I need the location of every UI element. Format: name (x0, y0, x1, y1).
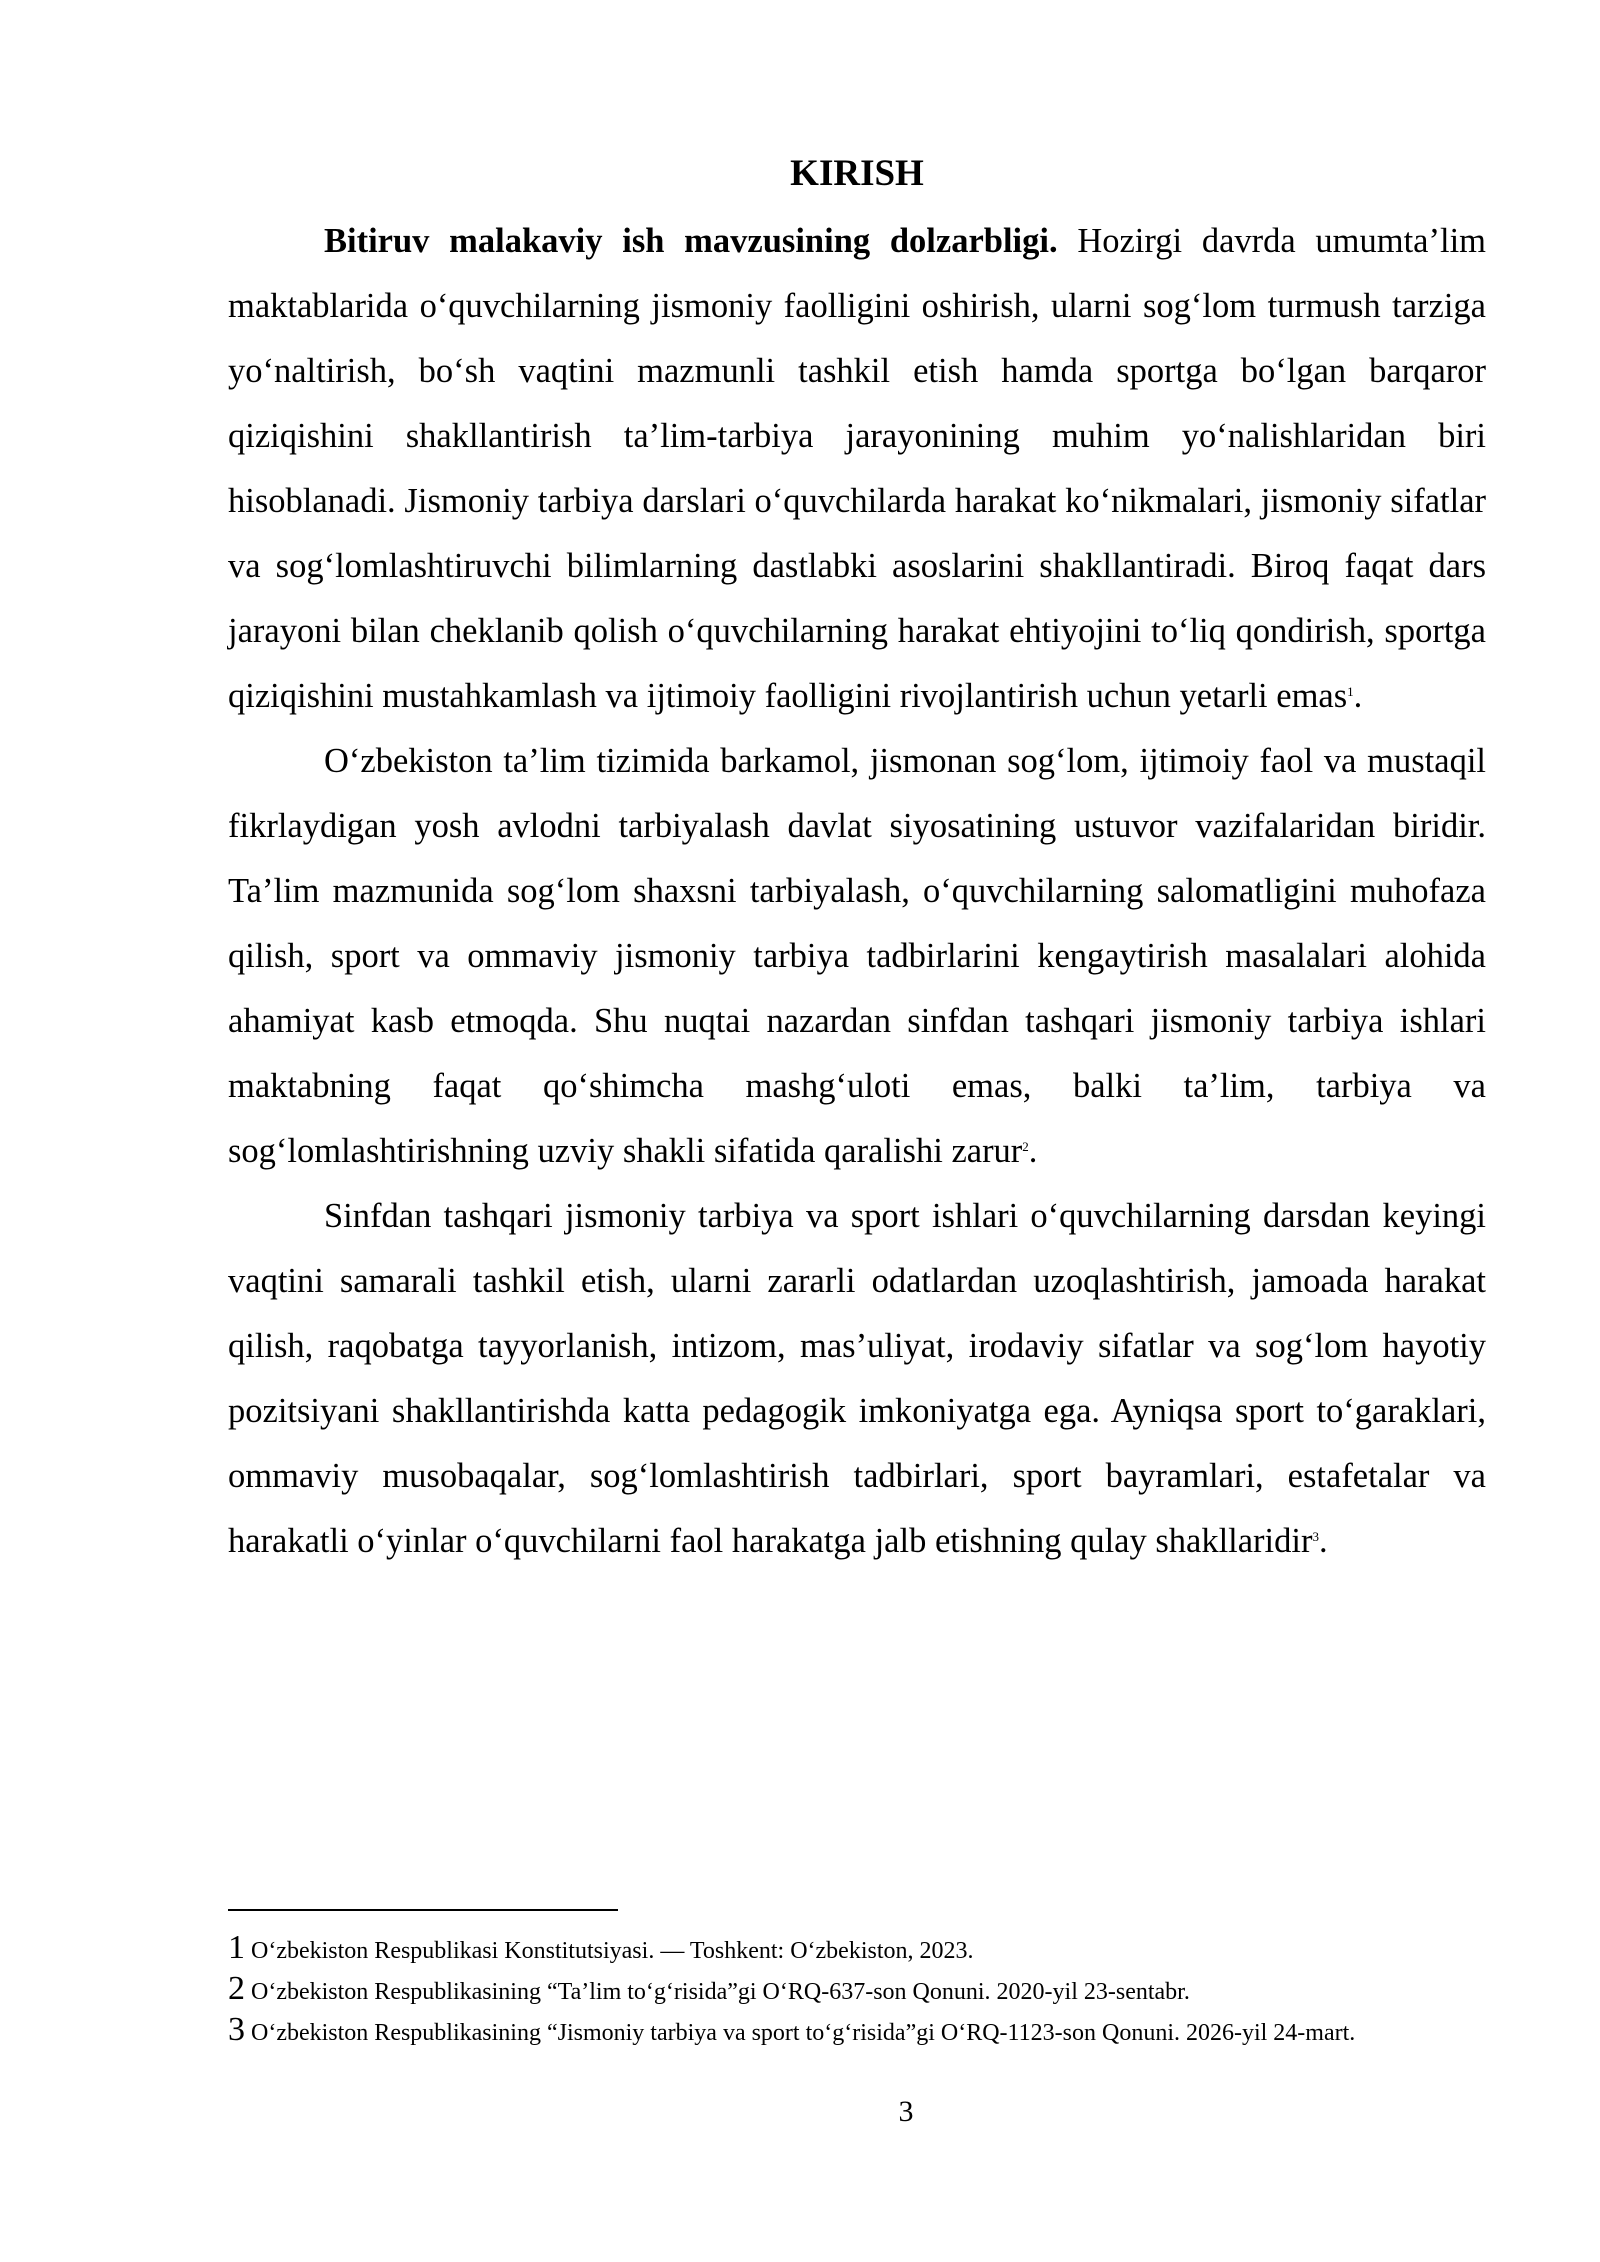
paragraph-text: Sinfdan tashqari jismoniy tarbiya va sport ishlari o‘quvchilarning darsdan keyingi vaqtini samarali tashkil etish, ularni zararli odatlardan uzoqlashtirish, jamoada harakat qilish, raqobatga tayyorlanish, intizom, mas’uliyat, irodaviy sifatlar va sog‘lom hayotiy pozitsiyani shakllantirishda katta pedagogik imkoniyatga ega. Ayniqsa sport to‘garaklari, ommaviy musobaqalar, sog‘lomlashtirish tadbirlari, sport bayramlari, estafetalar va harakatli o‘yinlar o‘quvchilarni faol harakatga jalb etishning qulay shakllaridir (228, 1197, 1486, 1560)
footnotes (228, 1929, 1448, 2055)
footnote-reference[interactable]: 2 (1022, 1139, 1029, 1154)
footnote-item (228, 2011, 1448, 2049)
footnote-divider (228, 1909, 618, 1911)
paragraph-relevance (228, 209, 1486, 729)
footnote-text: O‘zbekiston Respublikasi Konstitutsiyasi. — Toshkent: O‘zbekiston, 2023. (245, 1938, 974, 1964)
paragraph-lead: Bitiruv malakaviy ish mavzusining dolzarbligi. (324, 222, 1058, 260)
paragraph-end: . (1028, 1132, 1038, 1170)
footnote-reference[interactable]: 3 (1312, 1529, 1319, 1544)
footnote-text: O‘zbekiston Respublikasining “Jismoniy tarbiya va sport to‘g‘risida”gi O‘RQ-1123-son Qonuni. 2026-yil 24-mart. (245, 2020, 1356, 2046)
footnote-reference[interactable]: 1 (1347, 684, 1354, 699)
page-number: 3 (898, 2095, 914, 2128)
body-text (228, 209, 1486, 1574)
paragraph-education-policy (228, 729, 1486, 1184)
paragraph-text: Hozirgi davrda umumta’lim maktablarida o‘quvchilarning jismoniy faolligini oshirish, ularni sog‘lom turmush tarziga yo‘naltirish, bo‘sh vaqtini mazmunli tashkil etish hamda sportga bo‘lgan barqaror qiziqishini shakllantirish ta’lim-tarbiya jarayonining muhim yo‘nalishlaridan biri hisoblanadi. Jismoniy tarbiya darslari o‘quvchilarda harakat ko‘nikmalari, jismoniy sifatlar va sog‘lomlashtiruvchi bilimlarning dastlabki asoslarini shakllantiradi. Biroq faqat dars jarayoni bilan cheklanib qolish o‘quvchilarning harakat ehtiyojini to‘liq qondirish, sportga qiziqishini mustahkamlash va ijtimoiy faolligini rivojlantirish uchun yetarli emas (228, 222, 1486, 715)
footnote-number: 3 (228, 2011, 245, 2048)
paragraph-text: O‘zbekiston ta’lim tizimida barkamol, jismonan sog‘lom, ijtimoiy faol va mustaqil fikrlaydigan yosh avlodni tarbiyalash davlat siyosatining ustuvor vazifalaridan biridir. Ta’lim mazmunida sog‘lom shaxsni tarbiyalash, o‘quvchilarning salomatligini muhofaza qilish, sport va ommaviy jismoniy tarbiya tadbirlarini kengaytirish masalalari alohida ahamiyat kasb etmoqda. Shu nuqtai nazardan sinfdan tashqari jismoniy tarbiya ishlari maktabning faqat qo‘shimcha mashg‘uloti emas, balki ta’lim, tarbiya va sog‘lomlashtirishning uzviy shakli sifatida qaralishi zarur (228, 742, 1486, 1170)
footnote-text: O‘zbekiston Respublikasining “Ta’lim to‘g‘risida”gi O‘RQ-637-son Qonuni. 2020-yil 23-sentabr. (245, 1979, 1190, 2005)
footnote-number: 2 (228, 1970, 245, 2007)
paragraph-end: . (1318, 1522, 1328, 1560)
section-heading: KIRISH (790, 153, 924, 194)
paragraph-end: . (1353, 677, 1363, 715)
footnote-item (228, 1970, 1448, 2008)
footnote-number: 1 (228, 1929, 245, 1966)
footnote-item (228, 1929, 1448, 1967)
paragraph-extracurricular (228, 1184, 1486, 1574)
